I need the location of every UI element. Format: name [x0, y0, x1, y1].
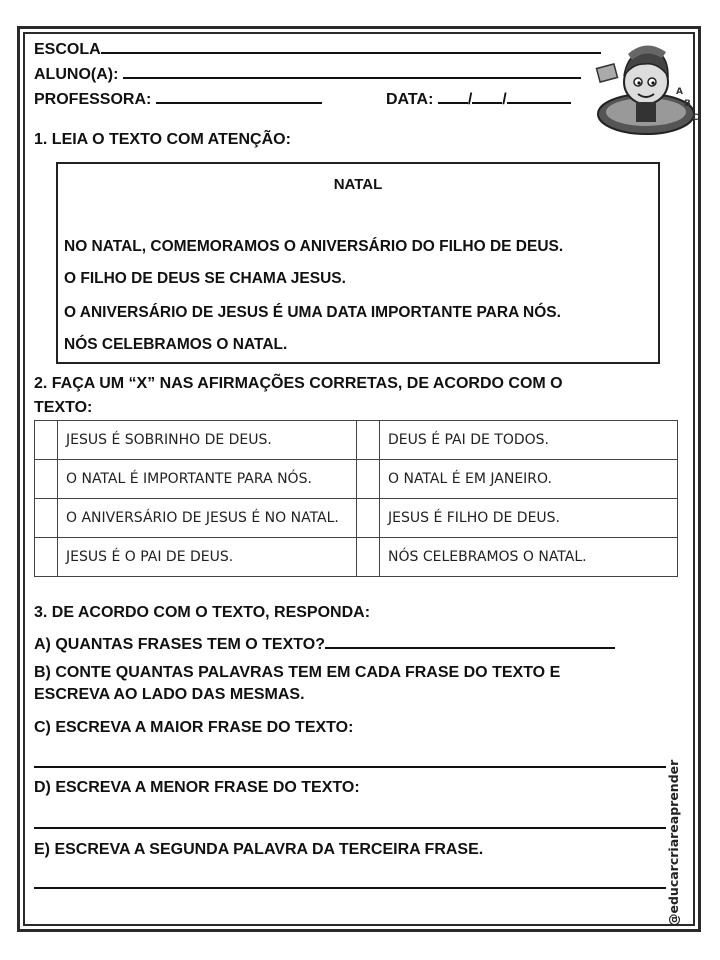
- q3-e-answer-line[interactable]: [34, 887, 666, 889]
- checkbox[interactable]: [357, 538, 380, 577]
- reading-text-line: NÓS CELEBRAMOS O NATAL.: [64, 336, 288, 353]
- statement-cell: DEUS É PAI DE TODOS.: [380, 421, 678, 460]
- table-row: [35, 499, 678, 538]
- data-day-blank[interactable]: [438, 88, 468, 104]
- reading-text-line: O ANIVERSÁRIO DE JESUS É UMA DATA IMPORTANTE PARA NÓS.: [64, 304, 561, 321]
- q2-instruction-line2: TEXTO:: [34, 399, 93, 416]
- q3-d-answer-line[interactable]: [34, 827, 666, 829]
- reading-text-box: [56, 162, 660, 364]
- clipart-letter: B: [684, 99, 691, 109]
- checkbox[interactable]: [35, 499, 58, 538]
- clipart-letter: C: [692, 113, 699, 123]
- escola-blank[interactable]: [101, 38, 601, 54]
- checkbox[interactable]: [35, 421, 58, 460]
- aluno-blank[interactable]: [123, 63, 581, 79]
- checkbox[interactable]: [35, 538, 58, 577]
- clipart-letter: A: [676, 87, 683, 97]
- q3-b-line2: ESCREVA AO LADO DAS MESMAS.: [34, 686, 305, 703]
- aluno-label: ALUNO(A):: [34, 66, 119, 83]
- statements-table: [34, 420, 678, 577]
- q3-instruction: 3. DE ACORDO COM O TEXTO, RESPONDA:: [34, 604, 371, 621]
- data-line: [386, 88, 571, 110]
- q3-d-text: D) ESCREVA A MENOR FRASE DO TEXTO:: [34, 779, 360, 796]
- checkbox[interactable]: [35, 460, 58, 499]
- q2-instruction-line1: 2. FAÇA UM “X” NAS AFIRMAÇÕES CORRETAS, DE ACORDO COM O: [34, 375, 563, 392]
- q3-b-line1: B) CONTE QUANTAS PALAVRAS TEM EM CADA FRASE DO TEXTO E: [34, 664, 561, 681]
- data-year-blank[interactable]: [507, 88, 571, 104]
- reading-text-line: NO NATAL, COMEMORAMOS O ANIVERSÁRIO DO FILHO DE DEUS.: [64, 238, 564, 255]
- statement-cell: JESUS É FILHO DE DEUS.: [380, 499, 678, 538]
- checkbox[interactable]: [357, 460, 380, 499]
- reading-text-line: O FILHO DE DEUS SE CHAMA JESUS.: [64, 270, 346, 287]
- statement-cell: O NATAL É EM JANEIRO.: [380, 460, 678, 499]
- table-row: [35, 460, 678, 499]
- data-label: DATA:: [386, 91, 434, 108]
- escola-label: ESCOLA: [34, 41, 101, 58]
- student-clipart-icon: [592, 36, 700, 136]
- table-row: [35, 538, 678, 577]
- q3-e-text: E) ESCREVA A SEGUNDA PALAVRA DA TERCEIRA FRASE.: [34, 841, 484, 858]
- aluno-line: [34, 63, 581, 85]
- checkbox[interactable]: [357, 499, 380, 538]
- escola-line: [34, 38, 601, 60]
- q1-instruction: 1. LEIA O TEXTO COM ATENÇÃO:: [34, 131, 291, 148]
- statement-cell: NÓS CELEBRAMOS O NATAL.: [380, 538, 678, 577]
- date-separator: /: [467, 91, 473, 108]
- statement-cell: O NATAL É IMPORTANTE PARA NÓS.: [58, 460, 357, 499]
- q3-c-answer-line[interactable]: [34, 766, 666, 768]
- data-month-blank[interactable]: [472, 88, 502, 104]
- q3-a-text: A) QUANTAS FRASES TEM O TEXTO?: [34, 636, 325, 653]
- checkbox[interactable]: [357, 421, 380, 460]
- table-row: [35, 421, 678, 460]
- professora-blank[interactable]: [156, 88, 322, 104]
- date-separator: /: [502, 91, 507, 108]
- reading-text-title: NATAL: [333, 176, 383, 193]
- statement-cell: JESUS É O PAI DE DEUS.: [58, 538, 357, 577]
- professora-line: [34, 88, 322, 110]
- statement-cell: O ANIVERSÁRIO DE JESUS É NO NATAL.: [58, 499, 357, 538]
- professora-label: PROFESSORA:: [34, 91, 152, 108]
- q3-a-answer[interactable]: [325, 633, 615, 649]
- statement-cell: JESUS É SOBRINHO DE DEUS.: [58, 421, 357, 460]
- watermark: @educarcriareaprender: [666, 759, 681, 926]
- q3-c-text: C) ESCREVA A MAIOR FRASE DO TEXTO:: [34, 719, 354, 736]
- q3-a-line: [34, 633, 615, 655]
